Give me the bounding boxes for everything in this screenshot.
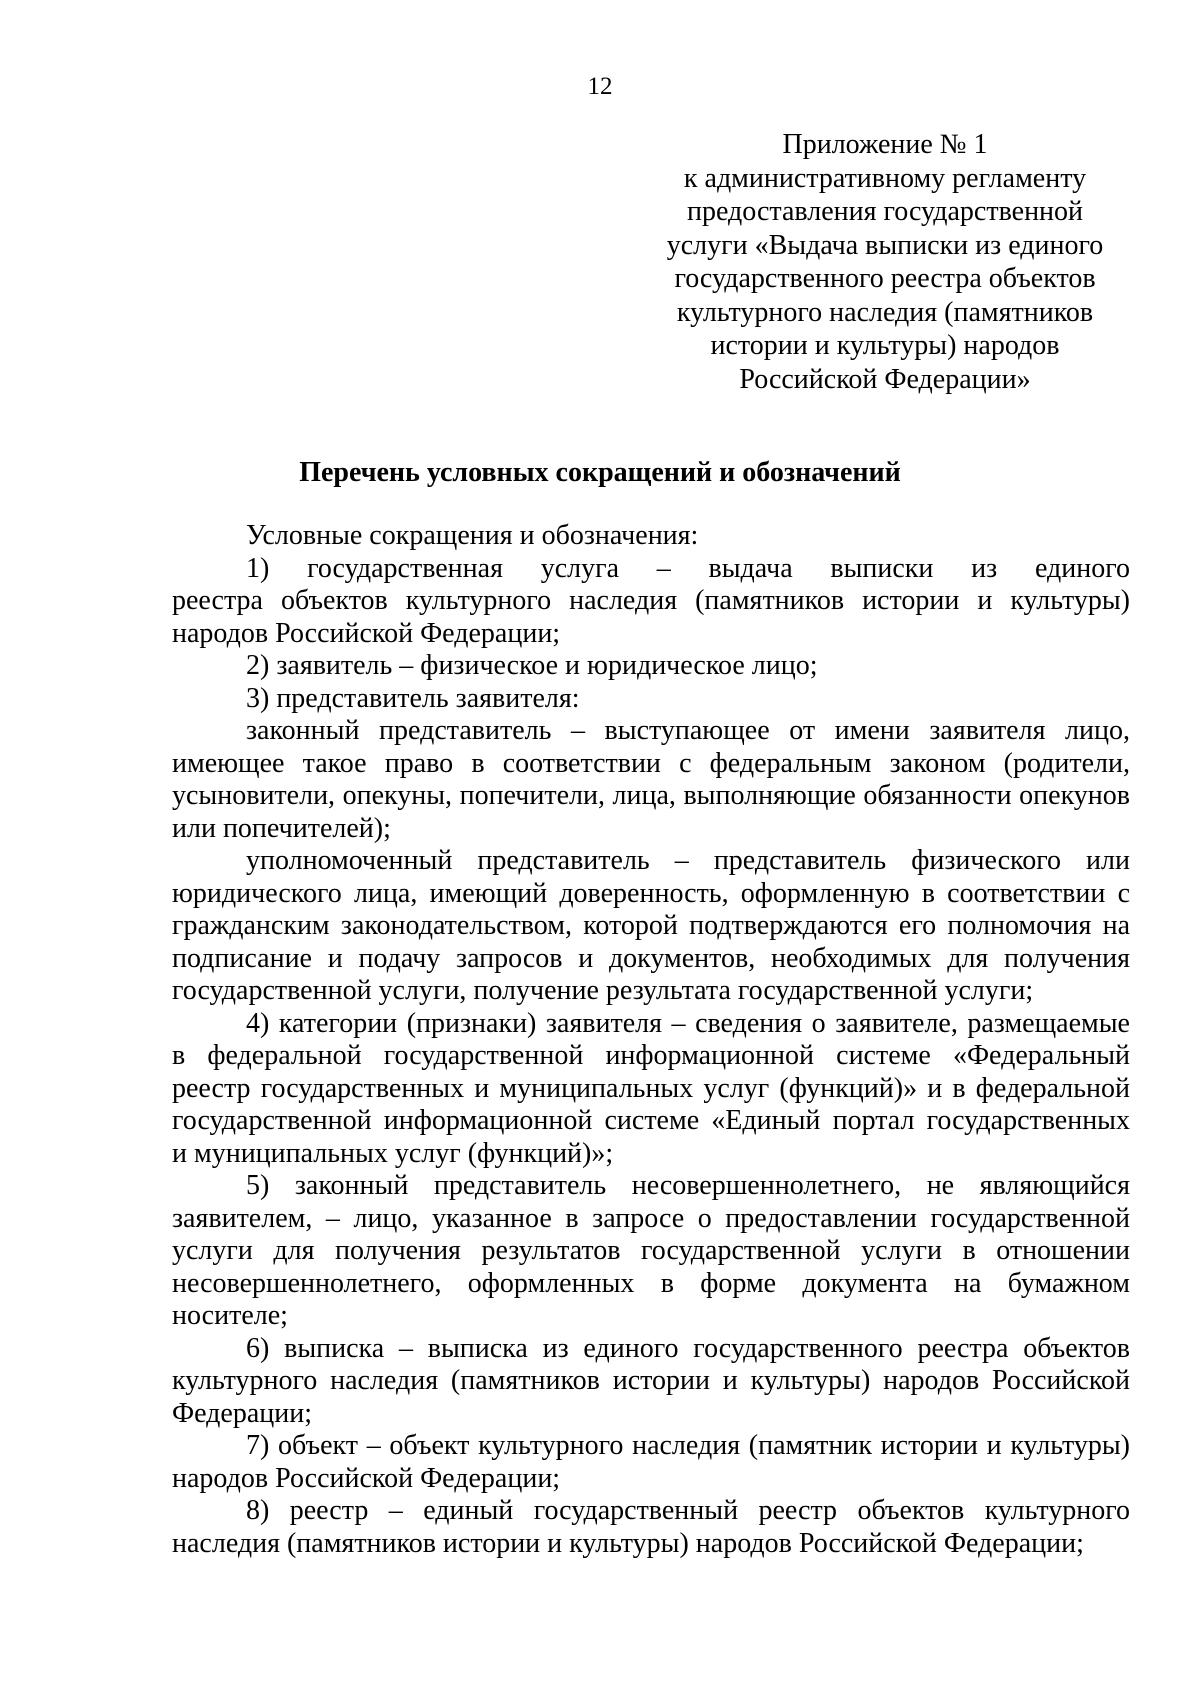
paragraph-line: 6) выписка – выписка из единого государственного реестра объектов: [246, 1332, 1130, 1364]
paragraph-line: 3) представитель заявителя:: [246, 682, 580, 714]
paragraph-line: реестр государственных и муниципальных услуг (функций)» и в федеральной: [172, 1072, 1130, 1104]
appendix-line: Российской Федерации»: [739, 363, 1031, 395]
paragraph: [172, 1008, 1130, 1171]
appendix-line: государственного реестра объектов: [674, 263, 1096, 294]
paragraph-line: Условные сокращения и обозначения:: [246, 520, 699, 551]
paragraph-line: государственной информационной системе «Единый портал государственных: [172, 1105, 1130, 1136]
document-title: Перечень условных сокращений и обозначений: [299, 457, 901, 488]
paragraph-line: или попечителей);: [172, 812, 391, 844]
paragraph-line: законный представитель – выступающее от имени заявителя лицо,: [246, 715, 1130, 746]
paragraph: [172, 1495, 1130, 1560]
paragraph-line: народов Российской Федерации;: [172, 617, 561, 649]
paragraph: [172, 1333, 1130, 1431]
paragraph-line: услуги для получения результатов государственной услуги в отношении: [172, 1235, 1130, 1266]
paragraph-line: 2) заявитель – физическое и юридическое лицо;: [246, 650, 818, 681]
paragraph-line: гражданским законодательством, которой подтверждаются его полномочия на: [172, 910, 1130, 941]
paragraph: [172, 715, 1130, 845]
appendix-header: [650, 128, 1120, 396]
appendix-line: к административному регламенту: [683, 162, 1087, 194]
paragraph: [172, 520, 1130, 553]
paragraph-line: усыновители, опекуны, попечители, лица, выполняющие обязанности опекунов: [172, 780, 1130, 811]
paragraph: [172, 845, 1130, 1008]
appendix-line: истории и культуры) народов: [710, 330, 1060, 361]
page-number: 12: [587, 73, 613, 100]
paragraph-line: 8) реестр – единый государственный реестр объектов культурного: [246, 1495, 1130, 1526]
appendix-line: культурного наследия (памятников: [676, 296, 1094, 328]
paragraph-line: 5) законный представитель несовершеннолетнего, не являющийся: [246, 1170, 1130, 1201]
paragraph-line: реестра объектов культурного наследия (памятников истории и культуры): [172, 585, 1130, 616]
paragraph-line: 4) категории (признаки) заявителя – сведения о заявителе, размещаемые: [246, 1007, 1130, 1039]
paragraph-line: народов Российской Федерации;: [172, 1462, 561, 1494]
paragraph: [172, 683, 1130, 716]
paragraph-line: 1) государственная услуга – выдача выписки из единого: [246, 552, 1130, 584]
paragraph: [172, 1170, 1130, 1333]
paragraph-line: Федерации;: [172, 1397, 313, 1429]
paragraph-line: уполномоченный представитель – представитель физического или: [246, 845, 1130, 876]
paragraph-line: заявителем, – лицо, указанное в запросе о предоставлении государственной: [172, 1202, 1130, 1234]
paragraph-line: государственной услуги, получение результата государственной услуги;: [172, 975, 1034, 1006]
paragraph-line: культурного наследия (памятников истории и культуры) народов Российской: [172, 1365, 1130, 1396]
paragraph-line: юридического лица, имеющий доверенность, оформленную в соответствии с: [172, 877, 1130, 909]
document-body: [172, 520, 1130, 1560]
paragraph: [172, 553, 1130, 651]
paragraph: [172, 1430, 1130, 1495]
paragraph-line: носителе;: [172, 1300, 288, 1331]
paragraph: [172, 650, 1130, 683]
appendix-line: предоставления государственной: [686, 196, 1084, 227]
paragraph-line: и муниципальных услуг (функций)»;: [172, 1137, 614, 1169]
paragraph-line: 7) объект – объект культурного наследия (памятник истории и культуры): [246, 1430, 1130, 1461]
paragraph-line: подписание и подачу запросов и документов, необходимых для получения: [172, 942, 1130, 974]
appendix-line: услуги «Выдача выписки из единого: [666, 229, 1104, 261]
paragraph-line: в федеральной государственной информационной системе «Федеральный: [172, 1040, 1130, 1071]
paragraph-line: имеющее такое право в соответствии с федеральным законом (родители,: [172, 747, 1130, 779]
paragraph-line: несовершеннолетнего, оформленных в форме документа на бумажном: [172, 1267, 1130, 1299]
paragraph-line: наследия (памятников истории и культуры) народов Российской Федерации;: [172, 1527, 1084, 1559]
appendix-line: Приложение № 1: [782, 129, 988, 160]
